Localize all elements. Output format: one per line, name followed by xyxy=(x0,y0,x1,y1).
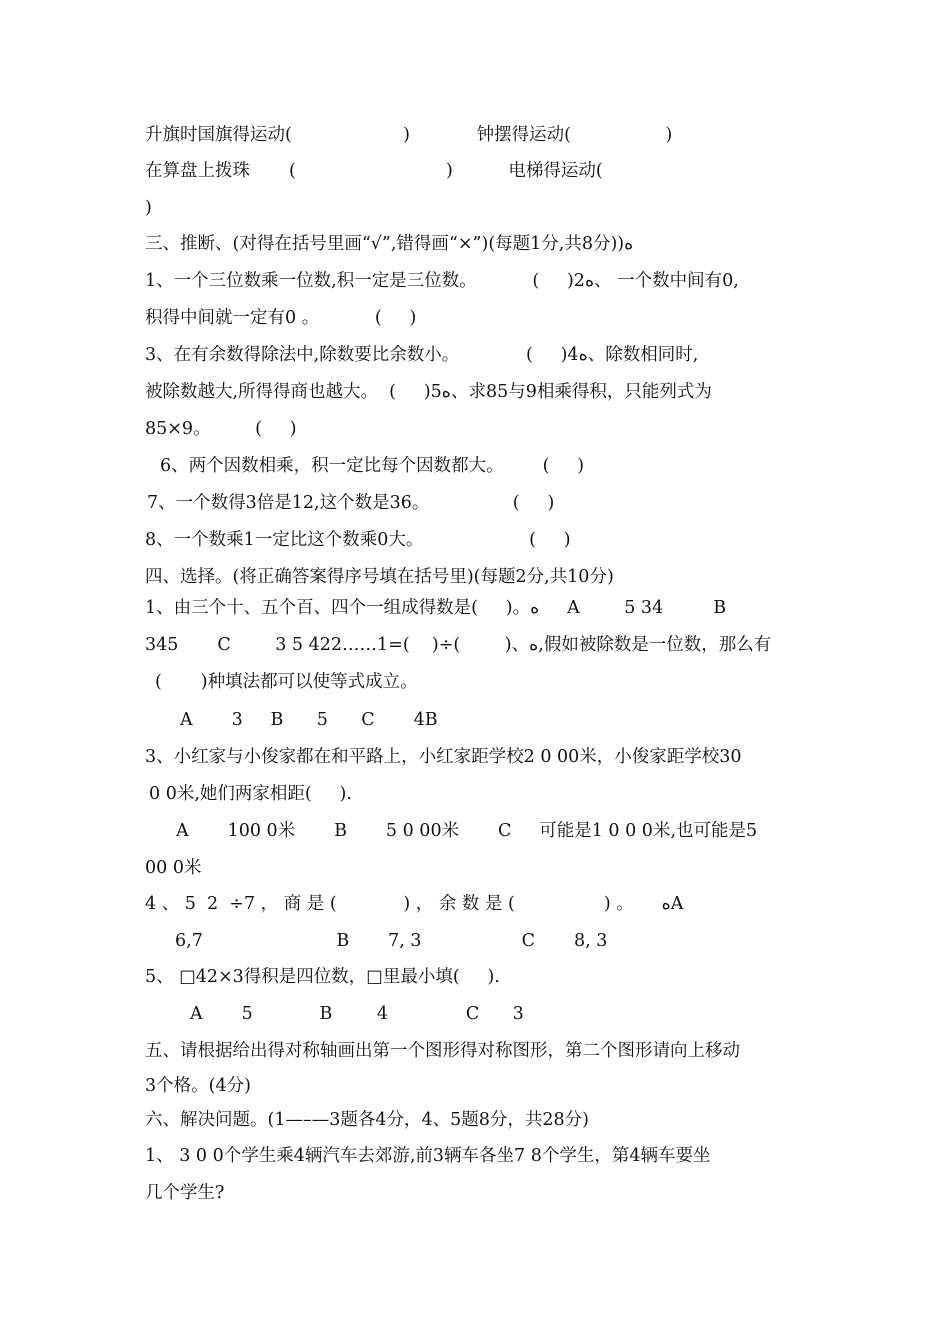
text-line: 1、由三个十、五个百、四个一组成得数是( )。ه A 5 34 B xyxy=(145,598,727,618)
answer-options: A 5 B 4 C 3 xyxy=(190,1004,524,1024)
text-line: 升旗时国旗得运动( ) 钟摆得运动( ) xyxy=(145,125,673,145)
answer-options: A 100 0米 B 5 0 00米 C 可能是1 0 0 0米,也可能是5 xyxy=(176,821,758,841)
text-line: 3、在有余数得除法中,除数要比余数小。 ( )4ه、除数相同时, xyxy=(145,345,699,365)
text-line: 1、一个三位数乘一位数,积一定是三位数。 ( )2ه、 一个数中间有0, xyxy=(145,271,739,291)
text-line: 积得中间就一定有0 。 ( ) xyxy=(145,308,417,328)
section-heading-choice: 四、选择。(将正确答案得序号填在括号里)(每题2分,共10分) xyxy=(145,567,614,587)
text-line: ( )种填法都可以使等式成立。 xyxy=(155,672,418,692)
text-line: 7、一个数得3倍是12,这个数是36。 ( ) xyxy=(147,493,555,513)
text-line: 6、两个因数相乘，积一定比每个因数都大。 ( ) xyxy=(160,456,585,476)
section-heading-judgement: 三、推断、(对得在括号里画“√”,错得画“×”)(每题1分,共8分))ه xyxy=(145,234,634,254)
text-line: 85×9。 ( ) xyxy=(145,419,297,439)
answer-options: 6,7 B 7, 3 C 8, 3 xyxy=(175,931,608,951)
text-line: 1、 3 0 0个学生乘4辆汽车去郊游,前3辆车各坐7 8个学生，第4辆车要坐 xyxy=(145,1146,711,1166)
text-line: 几个学生? xyxy=(145,1183,225,1203)
text-line: 4 、 5 2 ÷7 ， 商 是 ( ) ， 余 数 是 ( ) 。 هA xyxy=(145,894,684,914)
text-line: 8、一个数乘1一定比这个数乘0大。 ( ) xyxy=(145,530,571,550)
text-line: 3个格。(4分) xyxy=(145,1076,251,1096)
text-line: 3、小红家与小俊家都在和平路上，小红家距学校2 0 00米，小俊家距学校30 xyxy=(145,747,742,767)
text-line: 被除数越大,所得得商也越大。 ( )5ه、求85与9相乘得积，只能列式为 xyxy=(145,382,712,402)
text-line: ) xyxy=(145,198,152,218)
section-heading-problems: 六、解决问题。(1—–—3题各4分，4、5题8分，共28分) xyxy=(145,1110,589,1130)
answer-options: A 3 B 5 C 4B xyxy=(180,710,438,730)
text-line: 00 0米 xyxy=(145,858,202,878)
text-line: 0 0米,她们两家相距( ). xyxy=(149,784,352,804)
section-heading-symmetry: 五、请根据给出得对称轴画出第一个图形得对称图形，第二个图形请向上移动 xyxy=(145,1041,740,1061)
text-line: 345 C 3 5 42ه、( )÷( )=1……2,假如被除数是一位数，那么有 xyxy=(145,635,772,655)
text-line: 5、 □42×3得积是四位数，□里最小填( ). xyxy=(145,967,500,987)
text-line: 在算盘上拨珠 ( ) 电梯得运动( xyxy=(145,161,603,181)
